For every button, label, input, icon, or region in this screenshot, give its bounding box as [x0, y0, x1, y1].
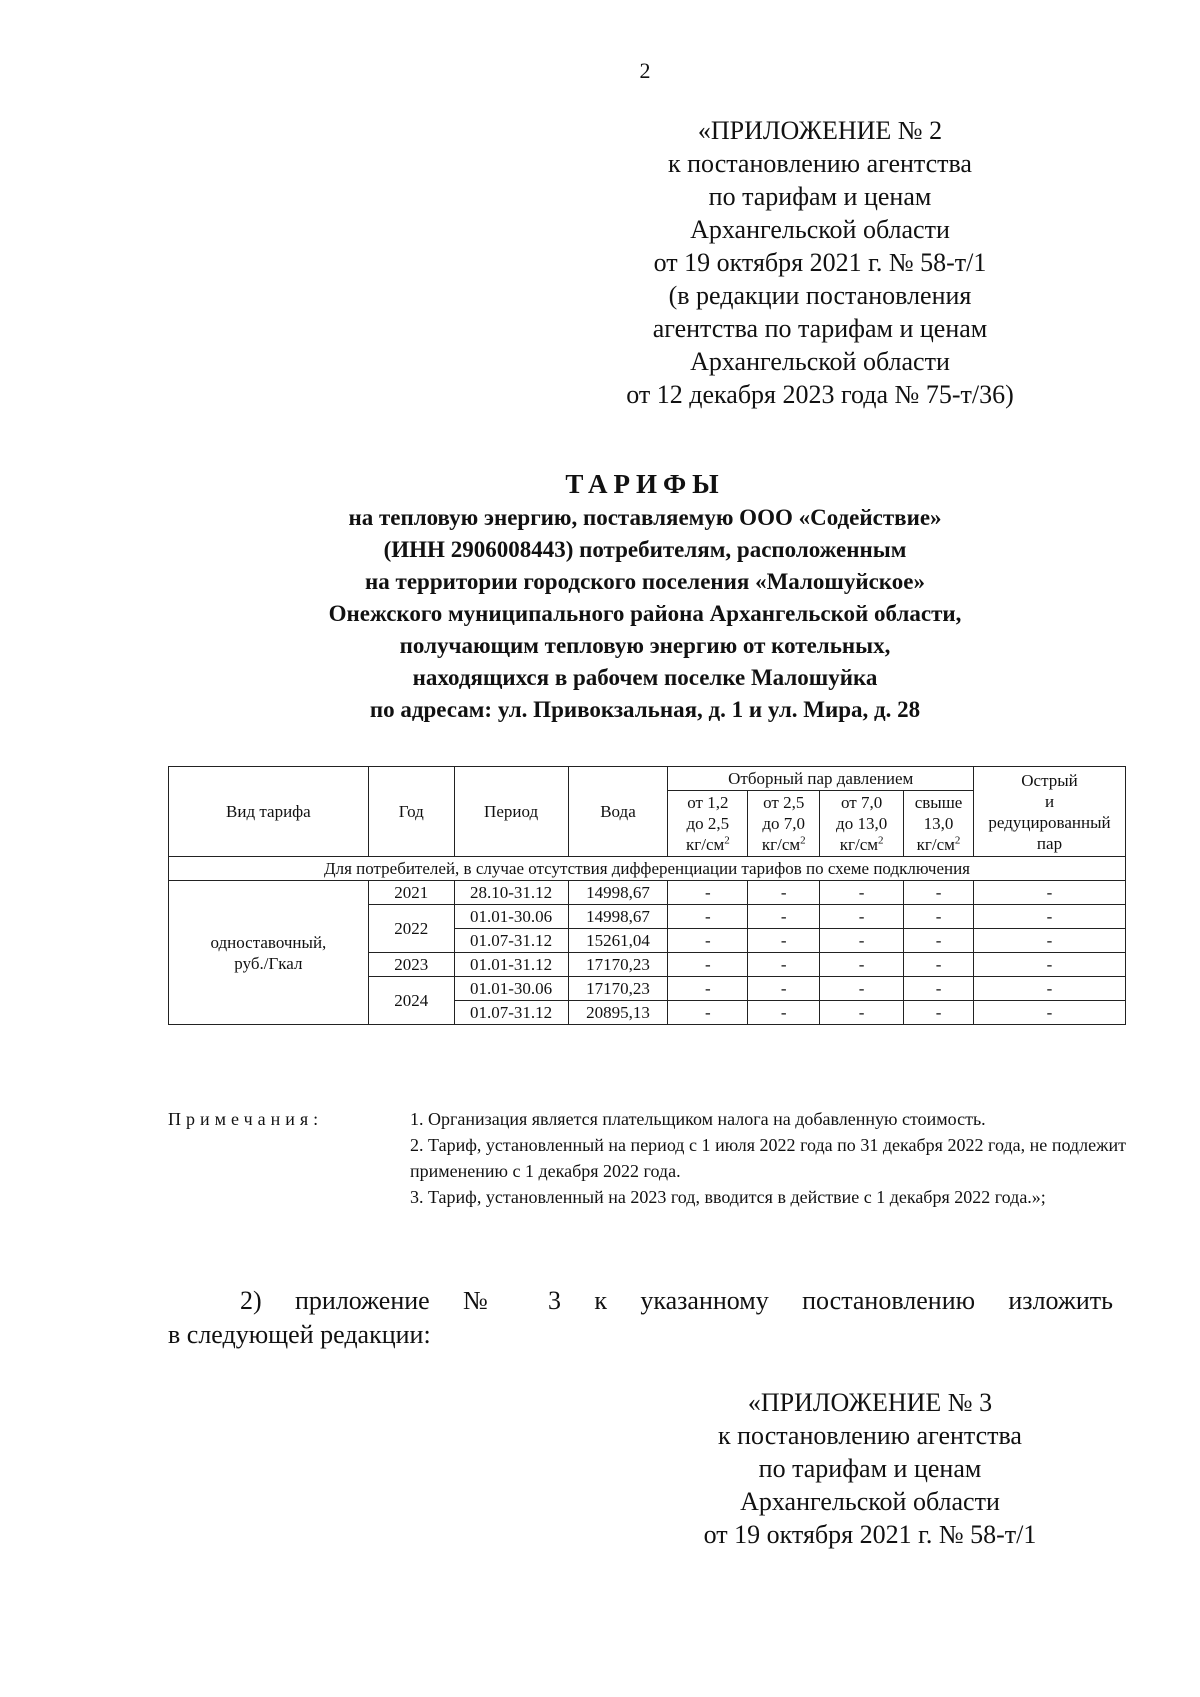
dash-cell: - — [820, 905, 904, 929]
dash-cell: - — [904, 929, 974, 953]
appendix-2-header — [560, 114, 1080, 411]
year-cell: 2022 — [368, 905, 454, 953]
tariffs-table — [168, 766, 1126, 1025]
dash-cell: - — [668, 905, 748, 929]
dash-cell: - — [904, 881, 974, 905]
title-line: по адресам: ул. Привокзальная, д. 1 и ул. Мира, д. 28 — [369, 697, 921, 722]
dash-cell: - — [904, 1001, 974, 1025]
header-water: Вода — [568, 767, 668, 857]
pressure-text: свыше — [914, 793, 963, 812]
appendix-line: к постановлению агентства — [668, 149, 972, 178]
pressure-text: до 2,5 — [686, 814, 730, 833]
water-cell: 20895,13 — [568, 1001, 668, 1025]
period-cell: 01.07-31.12 — [454, 929, 568, 953]
title-line: получающим тепловую энергию от котельных, — [399, 633, 891, 658]
appendix-line: к постановлению агентства — [718, 1421, 1022, 1450]
dash-cell: - — [748, 1001, 820, 1025]
pressure-text: 13,0 — [923, 814, 954, 833]
dash-cell: - — [820, 929, 904, 953]
tariff-type-line: одноставочный, — [210, 932, 327, 952]
header-period: Период — [454, 767, 568, 857]
page-number: 2 — [639, 58, 651, 83]
pressure-text: до 13,0 — [836, 814, 888, 833]
dash-cell: - — [820, 977, 904, 1001]
appendix-line: (в редакции постановления — [668, 281, 972, 310]
dash-cell: - — [668, 977, 748, 1001]
year-cell: 2023 — [368, 953, 454, 977]
dash-cell: - — [668, 881, 748, 905]
notes-list — [410, 1106, 1126, 1210]
dash-cell: - — [974, 953, 1126, 977]
pressure-unit: $кг/см^2$ — [685, 834, 730, 854]
title-line: на тепловую энергию, поставляемую ООО «Содействие» — [348, 505, 942, 530]
appendix-line: по тарифам и ценам — [758, 1454, 982, 1483]
appendix-line: от 12 декабря 2023 года № 75-т/36) — [626, 380, 1014, 409]
dash-cell: - — [748, 953, 820, 977]
water-cell: 17170,23 — [568, 977, 668, 1001]
tariff-type-line: руб./Гкал — [234, 953, 303, 973]
decision-line: в следующей редакции: — [168, 1320, 431, 1349]
dash-cell: - — [820, 881, 904, 905]
dash-cell: - — [974, 1001, 1126, 1025]
header-pressure-3 — [820, 791, 904, 857]
header-pressure-1 — [668, 791, 748, 857]
dash-cell: - — [748, 929, 820, 953]
decision-line: 2) приложение № 3 к указанному постановлению изложить — [240, 1286, 1113, 1315]
year-cell: 2021 — [368, 881, 454, 905]
decision-paragraph — [168, 1284, 1113, 1352]
pressure-unit: $кг/см^2$ — [761, 834, 806, 854]
appendix-line: «ПРИЛОЖЕНИЕ № 3 — [747, 1388, 993, 1417]
dash-cell: - — [748, 977, 820, 1001]
appendix-line: по тарифам и ценам — [708, 182, 932, 211]
note-item: 2. Тариф, установленный на период с 1 июля 2022 года по 31 декабря 2022 года, не подлежит применению с 1 декабря 2022 года. — [410, 1135, 1126, 1181]
tariff-type-cell — [169, 881, 369, 1025]
section-title: Для потребителей, в случае отсутствия дифференциации тарифов по схеме подключения — [169, 857, 1126, 881]
water-cell: 14998,67 — [568, 905, 668, 929]
water-cell: 15261,04 — [568, 929, 668, 953]
dash-cell: - — [904, 953, 974, 977]
table-row — [169, 881, 1126, 905]
dash-cell: - — [748, 881, 820, 905]
header-sharp-line: и — [1044, 791, 1055, 811]
dash-cell: - — [668, 953, 748, 977]
dash-cell: - — [974, 905, 1126, 929]
note-item: 3. Тариф, установленный на 2023 год, вводится в действие с 1 декабря 2022 года.»; — [410, 1187, 1046, 1207]
appendix-line: Архангельской области — [740, 1487, 1000, 1516]
pressure-text: от 1,2 — [687, 793, 729, 812]
dash-cell: - — [974, 881, 1126, 905]
title-line: на территории городского поселения «Малошуйское» — [365, 569, 925, 594]
dash-cell: - — [904, 977, 974, 1001]
dash-cell: - — [974, 929, 1126, 953]
water-cell: 17170,23 — [568, 953, 668, 977]
dash-cell: - — [668, 1001, 748, 1025]
pressure-text: от 7,0 — [841, 793, 883, 812]
pressure-text: до 7,0 — [762, 814, 806, 833]
water-cell: 14998,67 — [568, 881, 668, 905]
notes-label: Примечания: — [168, 1109, 324, 1129]
dash-cell: - — [820, 1001, 904, 1025]
header-year: Год — [368, 767, 454, 857]
dash-cell: - — [904, 905, 974, 929]
header-tariff-type: Вид тарифа — [169, 767, 369, 857]
appendix-line: от 19 октября 2021 г. № 58-т/1 — [653, 248, 987, 277]
appendix-line: агентства по тарифам и ценам — [652, 314, 988, 343]
note-item: 1. Организация является плательщиком налога на добавленную стоимость. — [410, 1109, 986, 1129]
document-title: ТАРИФЫ — [565, 469, 725, 499]
period-cell: 01.07-31.12 — [454, 1001, 568, 1025]
header-pressure-2 — [748, 791, 820, 857]
appendix-3-header — [610, 1386, 1130, 1551]
dash-cell: - — [820, 953, 904, 977]
appendix-line: от 19 октября 2021 г. № 58-т/1 — [703, 1520, 1037, 1549]
appendix-line: «ПРИЛОЖЕНИЕ № 2 — [697, 116, 943, 145]
header-extraction-steam: Отборный пар давлением — [668, 767, 974, 791]
title-line: находящихся в рабочем поселке Малошуйка — [412, 665, 878, 690]
header-sharp-line: Острый — [1021, 770, 1078, 790]
appendix-line: Архангельской области — [690, 215, 950, 244]
period-cell: 01.01-30.06 — [454, 977, 568, 1001]
appendix-line: Архангельской области — [690, 347, 950, 376]
title-line: (ИНН 2906008443) потребителям, расположенным — [383, 537, 907, 562]
header-sharp-line: пар — [1036, 833, 1063, 853]
document-title-block — [160, 466, 1130, 726]
period-cell: 28.10-31.12 — [454, 881, 568, 905]
pressure-unit: $кг/см^2$ — [839, 834, 884, 854]
dash-cell: - — [668, 929, 748, 953]
period-cell: 01.01-31.12 — [454, 953, 568, 977]
header-sharp-line: редуцированный — [988, 812, 1111, 832]
period-cell: 01.01-30.06 — [454, 905, 568, 929]
pressure-unit: $кг/см^2$ — [916, 834, 961, 854]
title-line: Онежского муниципального района Архангельской области, — [328, 601, 962, 626]
year-cell: 2024 — [368, 977, 454, 1025]
dash-cell: - — [748, 905, 820, 929]
dash-cell: - — [974, 977, 1126, 1001]
header-sharp-steam — [974, 767, 1126, 857]
pressure-text: от 2,5 — [763, 793, 805, 812]
header-pressure-4 — [904, 791, 974, 857]
